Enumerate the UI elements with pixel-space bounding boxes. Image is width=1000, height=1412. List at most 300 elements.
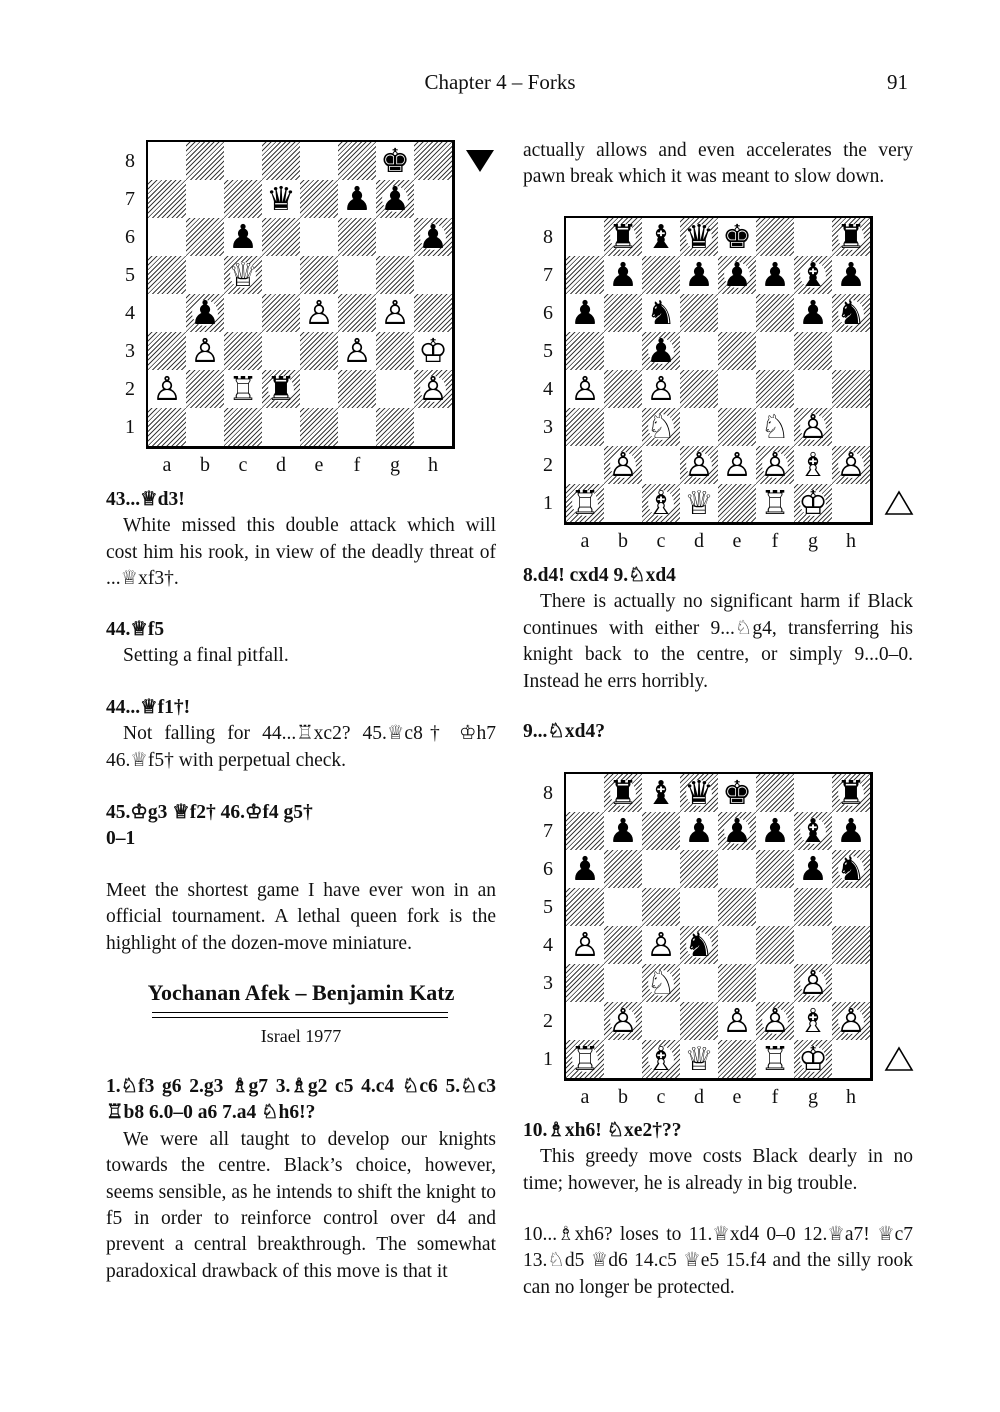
square-c3 (642, 964, 680, 1002)
square-h6 (832, 850, 870, 888)
left-column-block-2 (106, 617, 496, 670)
square-d6 (680, 850, 718, 888)
square-g1 (794, 484, 832, 522)
white-pawn-icon: ♙ (190, 331, 220, 370)
square-c8 (224, 142, 262, 180)
commentary: This greedy move costs Black dearly in no time; however, he is already in big trouble. (523, 1146, 913, 1194)
black-king-icon: ♚ (722, 217, 752, 256)
file-label: a (580, 1086, 590, 1108)
square-d1 (680, 1040, 718, 1078)
square-h4 (832, 926, 870, 964)
square-a1 (148, 408, 186, 446)
square-h8 (414, 142, 452, 180)
black-pawn-icon: ♟ (608, 811, 638, 850)
square-a2 (566, 1002, 604, 1040)
file-label: g (808, 530, 818, 552)
file-label: a (580, 530, 590, 552)
black-knight-icon: ♞ (646, 293, 676, 332)
file-label: c (656, 1086, 666, 1108)
square-g7 (376, 180, 414, 218)
white-pawn-icon: ♙ (646, 925, 676, 964)
square-f4 (756, 926, 794, 964)
title-rule-bottom (152, 1017, 448, 1018)
square-g3 (794, 408, 832, 446)
square-a2 (566, 446, 604, 484)
square-b3 (604, 964, 642, 1002)
white-pawn-icon: ♙ (380, 293, 410, 332)
square-e2 (718, 446, 756, 484)
square-c7 (642, 812, 680, 850)
square-f2 (338, 370, 376, 408)
square-h7 (832, 812, 870, 850)
square-a1 (566, 1040, 604, 1078)
white-pawn-icon: ♙ (836, 445, 866, 484)
square-a2 (148, 370, 186, 408)
file-label: a (162, 454, 172, 476)
square-e1 (718, 484, 756, 522)
white-pawn-icon: ♙ (760, 1001, 790, 1040)
commentary: There is actually no significant harm if Black continues with either 9...♘g4, transferring his knight back to the centre, or simply 9...0–0. Instead he errs horribly. (523, 591, 913, 692)
move-heading: 8.d4! cxd4 9.♘xd4 (523, 565, 676, 586)
intro-paragraph (106, 878, 496, 957)
white-pawn-icon: ♙ (646, 369, 676, 408)
square-a8 (148, 142, 186, 180)
move-heading: 44.♕f5 (106, 619, 165, 640)
file-label: e (732, 1086, 742, 1108)
board-frame (146, 140, 455, 449)
square-f4 (338, 294, 376, 332)
square-e1 (300, 408, 338, 446)
square-f7 (338, 180, 376, 218)
black-rook-icon: ♜ (608, 773, 638, 812)
square-a6 (566, 850, 604, 888)
square-g5 (376, 256, 414, 294)
board-frame (564, 772, 873, 1081)
white-bishop-icon: ♗ (646, 1039, 676, 1078)
white-king-icon: ♔ (798, 1039, 828, 1078)
white-pawn-icon: ♙ (722, 1001, 752, 1040)
black-pawn-icon: ♟ (570, 849, 600, 888)
rank-label: 6 (543, 858, 553, 880)
black-queen-icon: ♛ (684, 773, 714, 812)
black-pawn-icon: ♟ (760, 255, 790, 294)
square-e5 (300, 256, 338, 294)
rank-label: 2 (543, 1010, 553, 1032)
square-g3 (794, 964, 832, 1002)
white-pawn-icon: ♙ (304, 293, 334, 332)
square-b8 (604, 218, 642, 256)
rank-label: 3 (543, 972, 553, 994)
file-label: b (618, 1086, 628, 1108)
commentary: White missed this double attack which will cost him his rook, in view of the deadly threat of ...♕xf3†. (106, 515, 496, 590)
square-c3 (642, 408, 680, 446)
rank-label: 7 (543, 820, 553, 842)
square-d8 (680, 218, 718, 256)
square-h3 (832, 408, 870, 446)
square-b3 (604, 408, 642, 446)
square-f2 (756, 446, 794, 484)
square-d4 (680, 370, 718, 408)
white-to-move-icon (884, 490, 914, 518)
intro-text: Meet the shortest game I have ever won in an official tournament. A lethal queen fork is the highlight of the dozen-move miniature. (106, 880, 496, 954)
white-pawn-icon: ♙ (608, 1001, 638, 1040)
white-pawn-icon: ♙ (152, 369, 182, 408)
square-d3 (680, 964, 718, 1002)
black-rook-icon: ♜ (836, 217, 866, 256)
square-f1 (756, 1040, 794, 1078)
white-queen-icon: ♕ (684, 483, 714, 522)
square-g4 (794, 370, 832, 408)
square-b8 (604, 774, 642, 812)
white-pawn-icon: ♙ (608, 445, 638, 484)
square-f3 (338, 332, 376, 370)
square-g2 (376, 370, 414, 408)
square-a6 (566, 294, 604, 332)
white-knight-icon: ♘ (646, 963, 676, 1002)
square-f8 (756, 218, 794, 256)
file-label: f (771, 1086, 779, 1108)
black-queen-icon: ♛ (684, 217, 714, 256)
white-knight-icon: ♘ (646, 407, 676, 446)
square-c2 (642, 1002, 680, 1040)
square-a7 (148, 180, 186, 218)
page-number: 91 (887, 70, 908, 94)
left-column-block-5 (106, 1074, 496, 1285)
white-rook-icon: ♖ (570, 1039, 600, 1078)
square-b1 (604, 1040, 642, 1078)
rank-label: 7 (125, 188, 135, 210)
square-e6 (718, 294, 756, 332)
file-label: g (808, 1086, 818, 1108)
file-label: b (618, 530, 628, 552)
square-f6 (756, 850, 794, 888)
square-e4 (718, 370, 756, 408)
square-e8 (718, 218, 756, 256)
square-c2 (642, 446, 680, 484)
game-event: Israel 1977 (260, 1026, 342, 1046)
square-a4 (148, 294, 186, 332)
square-c6 (224, 218, 262, 256)
square-h2 (414, 370, 452, 408)
move-heading: 9...♘xd4? (523, 721, 605, 742)
right-column-block-5 (523, 1222, 913, 1301)
square-g2 (794, 446, 832, 484)
square-g8 (794, 218, 832, 256)
black-pawn-icon: ♟ (570, 293, 600, 332)
white-to-move-icon (884, 1046, 914, 1074)
square-h3 (414, 332, 452, 370)
square-c7 (642, 256, 680, 294)
rank-label: 3 (543, 416, 553, 438)
white-knight-icon: ♘ (760, 407, 790, 446)
file-label: h (428, 454, 438, 476)
square-b7 (604, 812, 642, 850)
square-c7 (224, 180, 262, 218)
square-a8 (566, 774, 604, 812)
square-h8 (832, 218, 870, 256)
square-g7 (794, 256, 832, 294)
square-g8 (376, 142, 414, 180)
square-b5 (604, 888, 642, 926)
black-rook-icon: ♜ (608, 217, 638, 256)
square-a4 (566, 370, 604, 408)
square-c2 (224, 370, 262, 408)
square-f5 (756, 332, 794, 370)
right-column-block-3 (523, 719, 913, 745)
square-f6 (338, 218, 376, 256)
black-pawn-icon: ♟ (342, 179, 372, 218)
square-f3 (756, 408, 794, 446)
black-queen-icon: ♛ (266, 179, 296, 218)
square-b7 (604, 256, 642, 294)
black-rook-icon: ♜ (266, 369, 296, 408)
square-g1 (794, 1040, 832, 1078)
square-e7 (300, 180, 338, 218)
square-c1 (224, 408, 262, 446)
square-f8 (756, 774, 794, 812)
square-d3 (262, 332, 300, 370)
white-pawn-icon: ♙ (418, 369, 448, 408)
square-b6 (604, 850, 642, 888)
square-e8 (300, 142, 338, 180)
square-g8 (794, 774, 832, 812)
white-rook-icon: ♖ (760, 1039, 790, 1078)
commentary: 10...♗xh6? loses to 11.♕xd4 0–0 12.♕a7! ♕c7 13.♘d5 ♕d6 14.c5 ♕e5 15.f4 and the silly rook can no longer be protected. (523, 1224, 913, 1298)
file-label: e (314, 454, 324, 476)
file-label: f (771, 530, 779, 552)
square-a7 (566, 812, 604, 850)
square-c5 (642, 888, 680, 926)
square-f8 (338, 142, 376, 180)
white-pawn-icon: ♙ (342, 331, 372, 370)
black-king-icon: ♚ (380, 141, 410, 180)
square-b3 (186, 332, 224, 370)
file-label: h (846, 530, 856, 552)
white-rook-icon: ♖ (570, 483, 600, 522)
white-pawn-icon: ♙ (798, 407, 828, 446)
square-e7 (718, 812, 756, 850)
white-pawn-icon: ♙ (760, 445, 790, 484)
square-a5 (566, 332, 604, 370)
white-rook-icon: ♖ (228, 369, 258, 408)
square-e8 (718, 774, 756, 812)
square-f2 (756, 1002, 794, 1040)
square-g7 (794, 812, 832, 850)
square-h5 (832, 332, 870, 370)
square-g6 (794, 294, 832, 332)
square-h4 (414, 294, 452, 332)
square-d2 (680, 1002, 718, 1040)
black-bishop-icon: ♝ (798, 811, 828, 850)
white-rook-icon: ♖ (760, 483, 790, 522)
right-column-block-1 (523, 138, 913, 191)
square-g4 (794, 926, 832, 964)
square-h2 (832, 1002, 870, 1040)
square-a3 (148, 332, 186, 370)
black-pawn-icon: ♟ (684, 255, 714, 294)
opening-moves: 1.♘f3 g6 2.g3 ♗g7 3.♗g2 c5 4.c4 ♘c6 5.♘c3 ♖b8 6.0–0 a6 7.a4 ♘h6!? (106, 1076, 496, 1124)
rank-label: 2 (543, 454, 553, 476)
rank-label: 5 (125, 264, 135, 286)
left-column-block-3 (106, 695, 496, 774)
square-c3 (224, 332, 262, 370)
rank-label: 8 (125, 150, 135, 172)
right-column-block-2 (523, 563, 913, 695)
square-e4 (718, 926, 756, 964)
white-pawn-icon: ♙ (570, 925, 600, 964)
commentary: Setting a final pitfall. (123, 645, 289, 667)
square-c6 (642, 294, 680, 332)
black-pawn-icon: ♟ (418, 217, 448, 256)
square-d6 (262, 218, 300, 256)
square-h2 (832, 446, 870, 484)
square-e5 (718, 888, 756, 926)
square-h7 (414, 180, 452, 218)
rank-label: 2 (125, 378, 135, 400)
rank-label: 5 (543, 896, 553, 918)
rank-label: 6 (543, 302, 553, 324)
square-h6 (414, 218, 452, 256)
square-e2 (300, 370, 338, 408)
black-knight-icon: ♞ (684, 925, 714, 964)
black-pawn-icon: ♟ (684, 811, 714, 850)
white-pawn-icon: ♙ (570, 369, 600, 408)
square-b8 (186, 142, 224, 180)
black-bishop-icon: ♝ (798, 255, 828, 294)
square-e3 (718, 964, 756, 1002)
black-pawn-icon: ♟ (798, 293, 828, 332)
square-d2 (262, 370, 300, 408)
square-f7 (756, 812, 794, 850)
square-d5 (680, 888, 718, 926)
black-knight-icon: ♞ (836, 849, 866, 888)
square-g5 (794, 332, 832, 370)
square-g4 (376, 294, 414, 332)
square-f6 (756, 294, 794, 332)
square-e3 (300, 332, 338, 370)
square-b1 (186, 408, 224, 446)
black-pawn-icon: ♟ (798, 849, 828, 888)
white-bishop-icon: ♗ (798, 1001, 828, 1040)
rank-label: 1 (543, 492, 553, 514)
square-f5 (338, 256, 376, 294)
square-d5 (680, 332, 718, 370)
chess-diagram-3 (534, 772, 914, 1112)
square-e5 (718, 332, 756, 370)
square-f1 (756, 484, 794, 522)
square-h8 (832, 774, 870, 812)
file-label: d (276, 454, 286, 476)
chess-diagram-1 (116, 140, 496, 480)
file-label: c (656, 530, 666, 552)
white-queen-icon: ♕ (228, 255, 258, 294)
black-bishop-icon: ♝ (646, 217, 676, 256)
black-pawn-icon: ♟ (608, 255, 638, 294)
rank-label: 5 (543, 340, 553, 362)
square-h1 (832, 484, 870, 522)
white-bishop-icon: ♗ (646, 483, 676, 522)
square-h7 (832, 256, 870, 294)
square-h1 (414, 408, 452, 446)
rank-label: 8 (543, 226, 553, 248)
square-c4 (642, 370, 680, 408)
square-h5 (414, 256, 452, 294)
square-c5 (224, 256, 262, 294)
square-g6 (794, 850, 832, 888)
square-d4 (262, 294, 300, 332)
white-king-icon: ♔ (418, 331, 448, 370)
square-g3 (376, 332, 414, 370)
square-e6 (300, 218, 338, 256)
black-pawn-icon: ♟ (722, 811, 752, 850)
square-b6 (186, 218, 224, 256)
rank-label: 1 (125, 416, 135, 438)
square-d8 (680, 774, 718, 812)
file-label: c (238, 454, 248, 476)
square-e7 (718, 256, 756, 294)
square-b1 (604, 484, 642, 522)
square-a5 (148, 256, 186, 294)
black-pawn-icon: ♟ (646, 331, 676, 370)
file-label: e (732, 530, 742, 552)
game-players-title: Yochanan Afek – Benjamin Katz (147, 980, 455, 1005)
square-d2 (680, 446, 718, 484)
rank-label: 7 (543, 264, 553, 286)
file-label: f (353, 454, 361, 476)
square-g6 (376, 218, 414, 256)
square-f1 (338, 408, 376, 446)
title-rule-top (152, 1012, 448, 1013)
square-h5 (832, 888, 870, 926)
square-b7 (186, 180, 224, 218)
board-frame (564, 216, 873, 525)
rank-label: 3 (125, 340, 135, 362)
square-d7 (262, 180, 300, 218)
chapter-title: Chapter 4 – Forks (424, 70, 576, 94)
rank-label: 8 (543, 782, 553, 804)
square-h6 (832, 294, 870, 332)
black-pawn-icon: ♟ (228, 217, 258, 256)
black-bishop-icon: ♝ (646, 773, 676, 812)
black-rook-icon: ♜ (836, 773, 866, 812)
black-knight-icon: ♞ (836, 293, 866, 332)
square-b4 (604, 370, 642, 408)
left-column-block-4 (106, 800, 496, 853)
square-b2 (604, 446, 642, 484)
square-c8 (642, 774, 680, 812)
square-a7 (566, 256, 604, 294)
square-c6 (642, 850, 680, 888)
running-head (0, 70, 1000, 100)
white-pawn-icon: ♙ (684, 445, 714, 484)
square-f7 (756, 256, 794, 294)
square-c4 (224, 294, 262, 332)
square-a3 (566, 408, 604, 446)
square-g2 (794, 1002, 832, 1040)
chess-diagram-2 (534, 216, 914, 556)
rank-label: 1 (543, 1048, 553, 1070)
square-h4 (832, 370, 870, 408)
square-a1 (566, 484, 604, 522)
square-a5 (566, 888, 604, 926)
game-result: 0–1 (106, 828, 136, 850)
square-e4 (300, 294, 338, 332)
black-pawn-icon: ♟ (380, 179, 410, 218)
square-a4 (566, 926, 604, 964)
rank-label: 4 (125, 302, 135, 324)
square-b5 (186, 256, 224, 294)
square-c8 (642, 218, 680, 256)
